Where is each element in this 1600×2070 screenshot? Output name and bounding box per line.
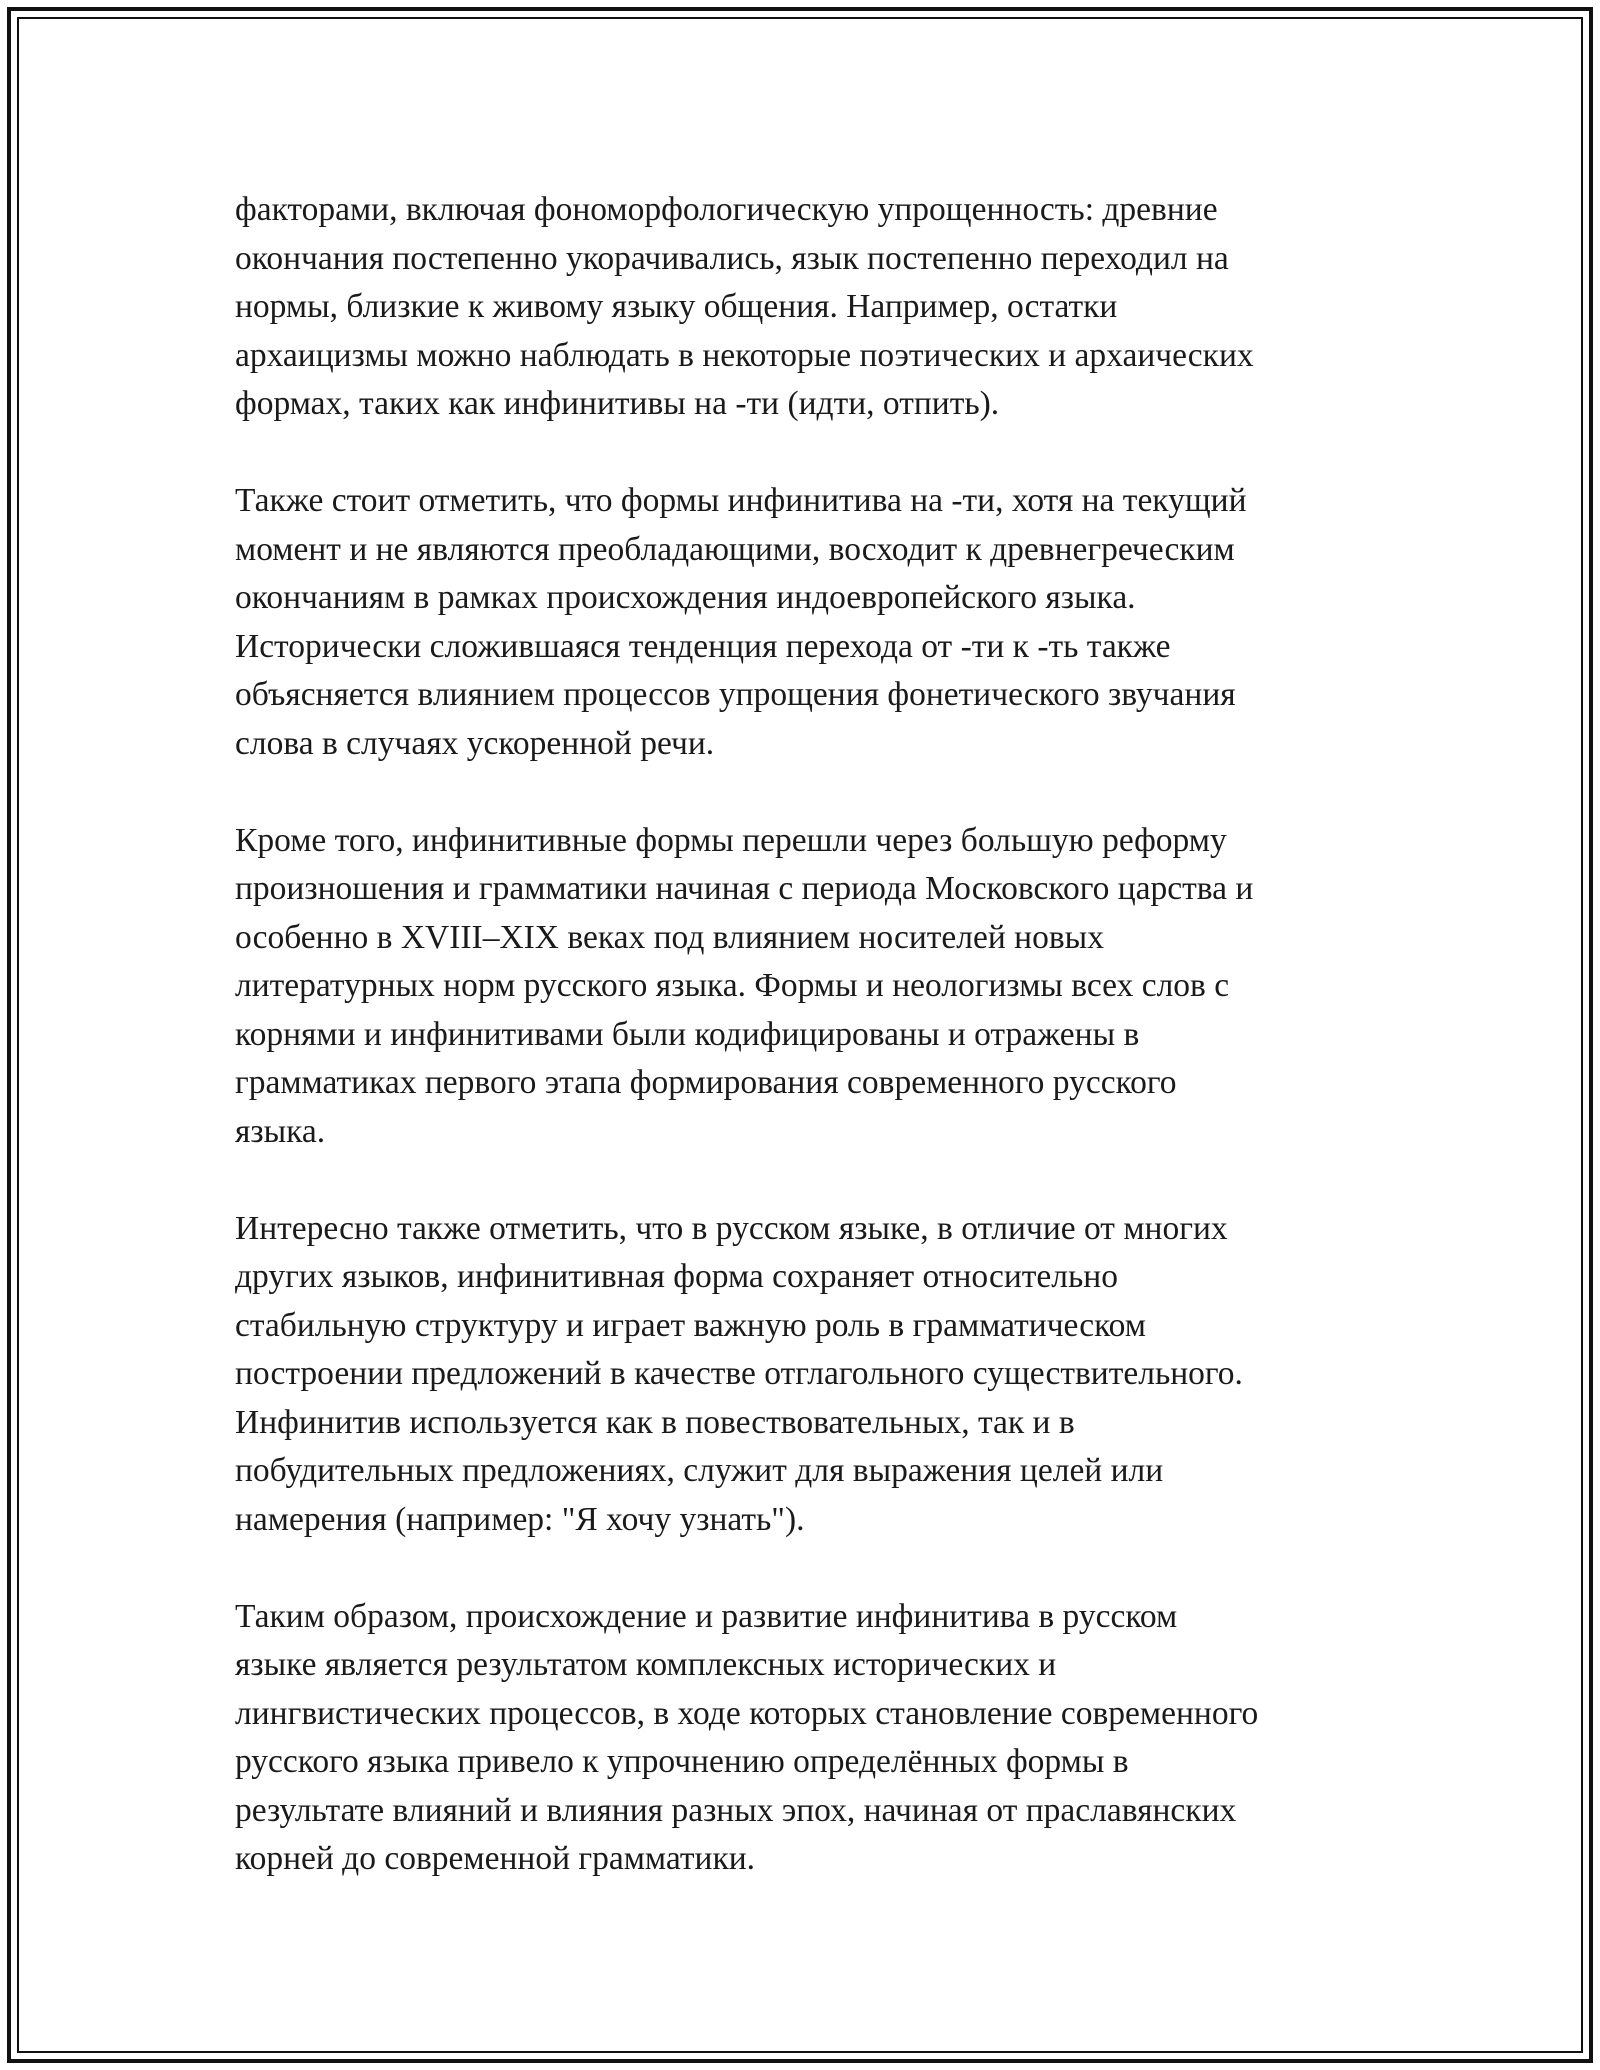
paragraph-5 (235, 1593, 1375, 1884)
text-line: Инфинитив используется как в повествовательных, так и в (235, 1403, 1075, 1441)
text-line: факторами, включая фономорфологическую упрощенность: древние (235, 191, 1218, 228)
text-line: лингвистических процессов, в ходе которых становление современного (235, 1694, 1259, 1732)
text-line: произношения и грамматики начиная с периода Московского царства и (235, 870, 1254, 907)
text-line: побудительных предложениях, служит для выражения целей или (235, 1452, 1164, 1489)
text-line: русского языка привело к упрочнению определённых формы в (235, 1743, 1129, 1780)
text-line: особенно в XVIII–XIX веках под влиянием носителей новых (235, 918, 1104, 956)
text-line: Исторически сложившаяся тенденция перехода от -ти к -ть также (235, 627, 1171, 665)
document-body (235, 186, 1375, 1932)
paragraph-1 (235, 186, 1375, 429)
text-line: намерения (например: "Я хочу узнать"). (235, 1500, 805, 1538)
text-line: окончания постепенно укорачивались, язык постепенно переходил на (235, 239, 1229, 277)
text-line: языка. (235, 1112, 326, 1150)
text-line: архаицизмы можно наблюдать в некоторые поэтических и архаических (235, 336, 1254, 374)
paragraph-4 (235, 1205, 1375, 1545)
text-line: Таким образом, происхождение и развитие инфинитива в русском (235, 1597, 1178, 1635)
text-line: Интересно также отметить, что в русском языке, в отличие от многих (235, 1209, 1228, 1247)
text-line: слова в случаях ускоренной речи. (235, 724, 715, 762)
text-line: результате влияний и влияния разных эпох, начиная от праславянских (235, 1791, 1237, 1829)
text-line: момент и не являются преобладающими, восходит к древнегреческим (235, 530, 1235, 568)
text-line: других языков, инфинитивная форма сохраняет относительно (235, 1258, 1118, 1295)
paragraph-2 (235, 477, 1375, 768)
text-line: окончаниям в рамках происхождения индоевропейского языка. (235, 579, 1136, 616)
text-line: формах, таких как инфинитивы на -ти (идти, отпить). (235, 385, 1000, 422)
text-line: языке является результатом комплексных исторических и (235, 1646, 1057, 1683)
text-line: Кроме того, инфинитивные формы перешли через большую реформу (235, 821, 1227, 859)
text-line: стабильную структуру и играет важную роль в грамматическом (235, 1306, 1146, 1344)
text-line: построении предложений в качестве отглагольного существительного. (235, 1355, 1243, 1392)
text-line: грамматиках первого этапа формирования современного русского (235, 1064, 1177, 1101)
text-line: литературных норм русского языка. Формы и неологизмы всех слов с (235, 967, 1230, 1004)
text-line: корнями и инфинитивами были кодифицированы и отражены в (235, 1015, 1140, 1053)
text-line: Также стоит отметить, что формы инфинитива на -ти, хотя на текущий (235, 482, 1247, 519)
paragraph-3 (235, 817, 1375, 1157)
text-line: объясняется влиянием процессов упрощения фонетического звучания (235, 676, 1236, 713)
text-line: нормы, близкие к живому языку общения. Например, остатки (235, 288, 1118, 325)
text-line: корней до современной грамматики. (235, 1840, 756, 1877)
